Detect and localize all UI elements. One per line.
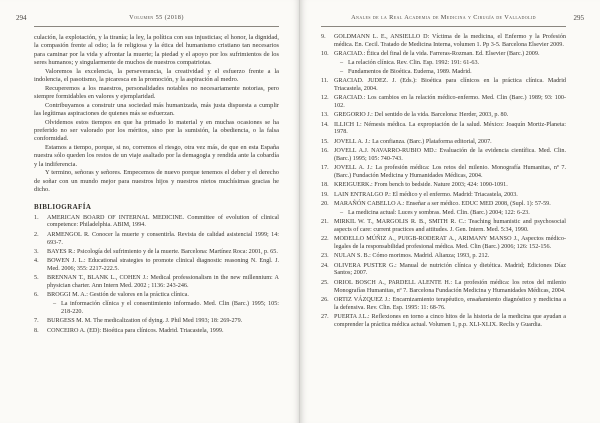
- reference-text: BOWEN J. L.: Educational strategies to promote clinical diagnostic reasoning N. Engl. J. Med. 2006; 355: 2217-222.5.: [47, 258, 279, 272]
- reference-number: 21.: [321, 219, 329, 226]
- reference-text: GRACIAD. JUDEZ. J. (Eds.): Bioética para clínicos en la práctica clínica. Madrid Triacastela, 2004.: [334, 78, 566, 92]
- reference-number: 18.: [321, 182, 329, 189]
- dash-bullet: –: [53, 301, 57, 308]
- reference-number: 11.: [321, 78, 329, 85]
- reference-text: BURGESS M. M. The medicalization of dying. J. Phil Med 1993; 18: 269-279.: [47, 318, 243, 325]
- reference-number: 3.: [34, 248, 39, 255]
- reference-item: [34, 249, 279, 257]
- reference-number: 23.: [321, 253, 329, 260]
- paragraph: Contribuyamos a construir una sociedad más humanizada, más justa dispuesta a cumplir las legítimas aspiraciones de quienes más se esfuerzan.: [34, 101, 279, 118]
- reference-number: 15.: [321, 138, 329, 145]
- page-right: [301, 0, 600, 423]
- reference-text: ORIOL BOSCH A., PARDELL ALENTE H.: La profesión médica: los retos del milenio Monografías Humanitas, nº 7. Barcelona Fundación Medicina y Humanidades Médicas, 2004.: [334, 279, 566, 294]
- reference-item: [321, 95, 566, 111]
- reference-number: 6.: [34, 292, 39, 299]
- reference-number: 4.: [34, 258, 39, 265]
- reference-text: JOVELL A.J. NAVARRO-RUBIO MD.: Evaluación de la evidencia científica. Med. Clin. (Barc.) 1995; 105: 740-743.: [334, 148, 566, 162]
- dash-bullet: –: [340, 209, 344, 216]
- reference-number: 26.: [321, 296, 329, 303]
- reference-item: [321, 122, 566, 138]
- header-rule-left: [34, 26, 279, 27]
- reference-subitem: [47, 301, 279, 317]
- reference-text: MODELLO MÚÑIZ A., PUIGB-RODERAT A., ARIMANY MANSO J., Aspectos médico-legales de la responsabilidad profesional médica. Med. Clin (Barc.) 2006; 126: 152-156.: [334, 236, 566, 250]
- reference-item: [34, 258, 279, 274]
- paragraph: culación, la explotación, y la tiranía; la ley, la política con sus injusticias; el honor, la dignidad, la compasión frente al odio; la fe religiosa y la ética del humanismo cristiano tan necesarios para caminar por la vida y afrontar la muerte; la piedad y el apoyo por los sufrimientos de los seres humanos; y singularmente de muchos de nuestros compatriotas.: [34, 34, 279, 67]
- reference-item: [321, 253, 566, 261]
- reference-item: [321, 139, 566, 147]
- reference-number: 8.: [34, 327, 39, 334]
- reference-text: ILLICH I.: Némesis médica. La expropiación de la salud. México: Joaquín Mortiz-Planeta: 1978.: [334, 121, 566, 136]
- reference-item: [321, 236, 566, 252]
- reference-text: NULAN S. B.: Cómo morimos. Madrid. Alianza; 1993, p. 212.: [334, 253, 490, 260]
- reference-subitem: [334, 210, 566, 218]
- reference-number: 10.: [321, 51, 329, 58]
- reference-item: [34, 215, 279, 231]
- reference-number: 16.: [321, 148, 329, 155]
- reference-text: BROGGI M. A.: Gestión de valores en la práctica clínica.: [47, 292, 189, 299]
- reference-text: LAIN ENTRALGO P.: El médico y el enfermo. Madrid: Triacastela, 2003.: [334, 191, 518, 198]
- reference-text: JOVELL A. J.: La confianza. (Barc.) Plataforma editorial, 2007.: [334, 138, 492, 145]
- reference-item: [321, 219, 566, 235]
- reference-subtext: Fundamentos de Bioética. Eudema, 1989. Madrid.: [348, 68, 472, 75]
- reference-number: 2.: [34, 231, 39, 238]
- header-rule-right: [321, 26, 566, 27]
- reference-item: [321, 51, 566, 76]
- reference-number: 9.: [321, 34, 326, 40]
- reference-text: JOVELL A. J.: La profesión médica: Los retos del milenio. Monografía Humanitas, nº 7. (Barc.) Fundación Medicina y Humanidades Médicas, 2004.: [334, 165, 566, 179]
- page-header-right: [321, 14, 584, 24]
- reference-subitem: [334, 69, 566, 77]
- reference-item: [321, 112, 566, 120]
- dash-bullet: –: [340, 68, 344, 75]
- reference-text: MARAÑÓN CABELLO A.: Enseñar a ser médico. EDUC MED 2008, (Supl. 1): 57-59.: [334, 200, 551, 207]
- reference-text: AMERICAN BOARD OF INTERNAL MEDICINE. Committee of evolution of clinical competence: Philadelphia. ABIM, 1994.: [47, 214, 279, 229]
- reference-item: [321, 165, 566, 181]
- reference-item: [321, 148, 566, 164]
- reference-number: 14.: [321, 121, 329, 128]
- reference-item: [34, 292, 279, 316]
- reference-text: CONCEIRO A. (ED): Bioética para clínicos. Madrid. Triacastela, 1999.: [47, 327, 224, 334]
- running-head-right: Anales de la Real Academia de Medicina y Cirugía de Valladolid: [351, 14, 536, 21]
- reference-item: [321, 192, 566, 200]
- reference-text: GOLDMANN L. E., ANSIELLO D: Víctima de la medicina, el Enfermo y la Profesión médica. En. Cecil. Tratado de Medicina Interna, volumen 1. Pp 3-5. Barcelona Elsevier 2009.: [334, 34, 566, 48]
- reference-text: ARMENGOL R. Conocer la muerte y consentirla. Revista de calidad asistencial 1999; 14: 693-7.: [47, 231, 279, 246]
- paragraph: Recuperemos a los maestros, personalidades notables no necesariamente notorias, pero siempre formidables en valores y ejemplaridad.: [34, 84, 279, 101]
- reference-number: 24.: [321, 262, 329, 269]
- reference-subitem: [334, 60, 566, 68]
- page-header-left: [16, 14, 279, 24]
- reference-number: 12.: [321, 95, 329, 102]
- reference-number: 7.: [34, 318, 39, 325]
- reference-list-left: [34, 215, 279, 336]
- reference-item: [321, 182, 566, 190]
- reference-item: [34, 328, 279, 336]
- reference-text: GRACIAD.: Ética del final de la vida. Farreras-Rozman. Ed. Elsevier (Barc.) 2009.: [334, 51, 540, 58]
- dash-bullet: –: [340, 59, 344, 66]
- reference-subtext: La relación clínica. Rev. Clin. Esp. 1992: 191: 61-63.: [348, 59, 480, 66]
- reference-number: 5.: [34, 275, 39, 282]
- reference-item: [321, 34, 566, 50]
- bibliography-heading: BIBLIOGRAFÍA: [34, 202, 92, 211]
- reference-text: OLIVERA PUSTER G.: Manual de nutrición clínica y dietética. Madrid; Ediciones Díaz Santos; 2007.: [334, 262, 566, 277]
- reference-item: [321, 263, 566, 279]
- reference-text: BRENNAN T., BLANK L., COHEN J.: Medical professionalism in the new millennium: A physician charter. Ann Intern Med. 2002 ; 1136: 243-246.: [47, 275, 279, 290]
- reference-number: 25.: [321, 279, 329, 286]
- reference-item: [321, 314, 566, 330]
- reference-item: [321, 78, 566, 94]
- reference-text: ORTIZ VÁZQUEZ J.: Encarnizamiento terapéutico, ensañamiento diagnóstico y medicina a la defensiva. Rev. Clin. Esp. 1995: 11: 68-76.: [334, 296, 566, 311]
- reference-text: BAYES R.: Psicología del sufrimiento y de la muerte. Barcelona: Martínez Roca: 2001, p. 65.: [47, 248, 278, 255]
- reference-text: PUERTA J.L.: Reflexiones en torno a cinco hitos de la historia de la medicina que ayudan a comprender la práctica médica actual. Volumen 1, p.p. XLI-XLIX. Reclis y Guardia.: [334, 314, 566, 328]
- running-head-left: Volumen 55 (2018): [129, 14, 184, 21]
- reference-number: 22.: [321, 236, 329, 243]
- reference-text: MIRKIL W. T., MARGOLIS R. B., SMITH R. C.: Teaching humanistic and psychosocial aspects of care: current practices and attitudes. J. Gen. Intern. Med. 5:34, 1990.: [334, 219, 566, 233]
- paragraph: Estamos a tiempo, porque, si no, corremos el riesgo, otra vez más, de que en esta España nuestra sólo queden los restos de un viaje asaltado por la demagogia y rendida ante la cobardía y la indiferencia.: [34, 143, 279, 168]
- body-text: [34, 34, 279, 195]
- reference-item: [34, 318, 279, 326]
- reference-item: [321, 201, 566, 218]
- page-left: [0, 0, 299, 423]
- reference-subtext: La medicina actual: Luces y sombras. Med. Clin. (Barc.) 2004; 122: 6-23.: [348, 209, 530, 216]
- page-number-left: 294: [16, 14, 27, 22]
- paragraph: Valoremos la excelencia, la perseverancia, la creatividad y el esfuerzo frente a la indolencia, el pasotismo, la picaresca en la promoción, y la aspiración al medro.: [34, 67, 279, 84]
- page-number-right: 295: [573, 14, 584, 22]
- reference-number: 1.: [34, 214, 39, 221]
- reference-number: 13.: [321, 112, 329, 119]
- reference-item: [34, 275, 279, 291]
- reference-subtext: La información clínica y el consentimiento informado. Med. Clin (Barc.) 1995; 105: 218-220.: [61, 301, 279, 316]
- reference-number: 17.: [321, 165, 329, 172]
- reference-number: 19.: [321, 191, 329, 198]
- reference-text: GREGORIO J.: Del sentido de la vida. Barcelona: Herder, 2003, p. 80.: [334, 112, 509, 119]
- reference-number: 27.: [321, 314, 329, 320]
- reference-text: KREIGUERK.: From bench to bedside. Nature 2003; 424: 1090-1091.: [334, 182, 508, 189]
- paragraph: Olvidemos estos tiempos en que ha primado lo material y en muchas ocasiones se ha preferido no ser valorado por los méritos, sino por la sumisión, la obediencia, o la falsa conformidad.: [34, 118, 279, 143]
- reference-text: GRACIAD.: Los cambios en la relación médico-enfermo. Med. Clin (Barc.) 1989; 93: 100-102.: [334, 95, 566, 109]
- reference-item: [321, 280, 566, 296]
- reference-item: [34, 232, 279, 248]
- paragraph: Y termino, señoras y señores. Empecemos de nuevo porque tenemos el deber y el derecho de soñar con un mundo mejor para nuestros hijos y nuestros nietos muchísimas gracias he dicho.: [34, 169, 279, 194]
- reference-item: [321, 297, 566, 313]
- reference-list-right: [321, 34, 566, 330]
- reference-number: 20.: [321, 200, 329, 207]
